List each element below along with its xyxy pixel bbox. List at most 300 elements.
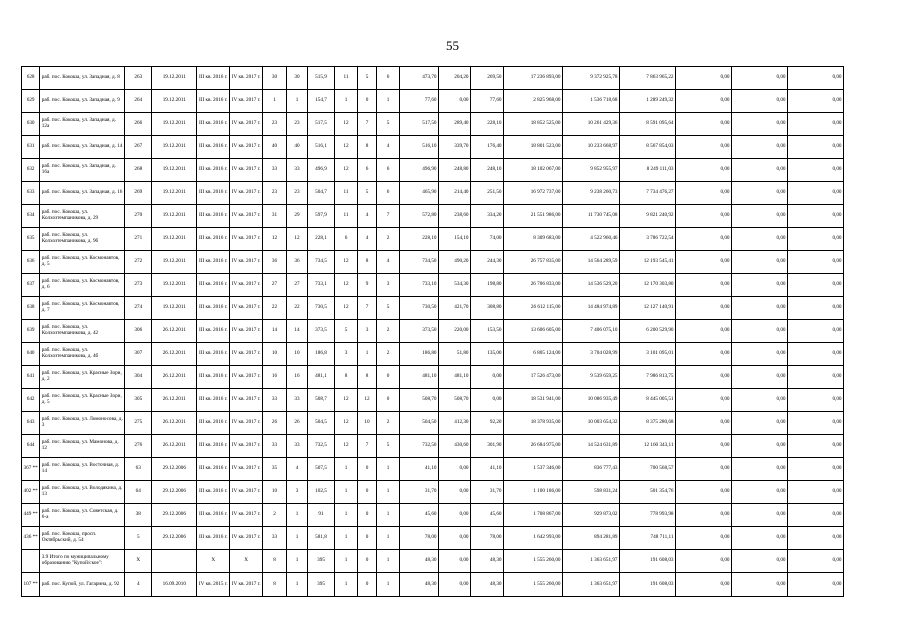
rooms-total-cell: 1 [335, 504, 358, 527]
rooms-municipal-cell: 2 [377, 228, 400, 251]
row-number-cell: 632 [22, 159, 40, 182]
total-cost-cell: 18 852 525,00 [504, 113, 563, 136]
cost-other-cell: 0,00 [788, 527, 844, 550]
area-resettled-cell: 473,70 [400, 67, 439, 90]
rooms-municipal-cell: 7 [377, 205, 400, 228]
planned-end-cell: IV кв. 2017 г. [230, 274, 263, 297]
cost-other-cell: 0,00 [788, 251, 844, 274]
row-number-cell: 640 [22, 343, 40, 366]
area-resettled-cell: 465,90 [400, 182, 439, 205]
cost-budget-cell: 6 200 529,90 [620, 320, 676, 343]
planned-end-cell: IV кв. 2017 г. [230, 481, 263, 504]
residents-count-cell: 2 [263, 504, 287, 527]
cost-budget-cell: 501 354,76 [620, 481, 676, 504]
planned-start-cell: III кв. 2016 г. [197, 297, 230, 320]
rooms-total-cell: 12 [335, 297, 358, 320]
total-cost-cell: 16 972 737,00 [504, 182, 563, 205]
registry-number-cell: 274 [125, 297, 152, 320]
area-resettled-cell: 516,10 [400, 136, 439, 159]
rooms-total-cell: 12 [335, 274, 358, 297]
row-number-cell: 634 [22, 205, 40, 228]
cost-local-cell: 0,00 [676, 228, 732, 251]
rooms-private-cell: 0 [358, 458, 377, 481]
rooms-private-cell: 4 [358, 205, 377, 228]
planned-start-cell: III кв. 2016 г. [197, 136, 230, 159]
table-row [22, 297, 844, 320]
address-cell: раб. пос. Кокоша, ул. Западная, д. 12а [40, 113, 125, 136]
planned-end-cell: IV кв. 2017 г. [230, 458, 263, 481]
recognition-date-cell: 19.12.2011 [152, 251, 197, 274]
planned-start-cell: X [197, 550, 230, 573]
planned-end-cell: IV кв. 2017 г. [230, 320, 263, 343]
row-number-cell: 637 [22, 274, 40, 297]
rooms-total-cell: 1 [335, 573, 358, 597]
resettled-count-cell: 33 [287, 389, 308, 412]
resettled-count-cell: 1 [287, 573, 308, 597]
rooms-municipal-cell: 5 [377, 297, 400, 320]
area-private-cell: 204,20 [439, 67, 471, 90]
planned-end-cell: IV кв. 2017 г. [230, 205, 263, 228]
area-private-cell: 0,00 [439, 527, 471, 550]
address-cell: раб. пос. Кокоша, ул. Колхозтемпаникова, д. 4б [40, 343, 125, 366]
resettled-count-cell: 23 [287, 113, 308, 136]
row-number-cell: 628 [22, 67, 40, 90]
table-row [22, 274, 844, 297]
cost-budget-cell: 3 786 722,54 [620, 228, 676, 251]
row-number-cell: 633 [22, 182, 40, 205]
area-municipal-cell: 74,00 [471, 228, 504, 251]
table-row [22, 67, 844, 90]
planned-start-cell: III кв. 2016 г. [197, 527, 230, 550]
registry-number-cell: 305 [125, 389, 152, 412]
cost-budget-cell: 12 193 545,41 [620, 251, 676, 274]
area-municipal-cell: 334,20 [471, 205, 504, 228]
recognition-date-cell: 19.12.2011 [152, 159, 197, 182]
area-resettled-cell: 45,60 [400, 504, 439, 527]
row-number-cell: 639 [22, 320, 40, 343]
cost-budget-cell: 8 445 005,51 [620, 389, 676, 412]
cost-local-cell: 0,00 [676, 366, 732, 389]
cost-other-cell: 0,00 [788, 136, 844, 159]
cost-fund-cell: 3 704 028,99 [563, 343, 620, 366]
cost-other-cell: 0,00 [788, 182, 844, 205]
planned-end-cell: IV кв. 2017 г. [230, 573, 263, 597]
area-municipal-cell: 48,30 [471, 573, 504, 597]
cost-extra-cell: 0,00 [732, 113, 788, 136]
cost-budget-cell: 12 170 303,80 [620, 274, 676, 297]
area-municipal-cell: 198,80 [471, 274, 504, 297]
cost-other-cell: 0,00 [788, 389, 844, 412]
table-row [22, 435, 844, 458]
area-private-cell: 0,00 [439, 573, 471, 597]
row-number-cell: 641 [22, 366, 40, 389]
total-cost-cell: 18 102 067,00 [504, 159, 563, 182]
area-private-cell: 0,00 [439, 481, 471, 504]
area-private-cell: 430,60 [439, 435, 471, 458]
cost-fund-cell: 7 406 075,10 [563, 320, 620, 343]
planned-start-cell: III кв. 2016 г. [197, 481, 230, 504]
planned-start-cell: III кв. 2016 г. [197, 366, 230, 389]
address-cell: раб. пос. Кокоша, ул. Западная, д. 8 [40, 67, 125, 90]
table-row [22, 182, 844, 205]
table-row [22, 113, 844, 136]
registry-number-cell: 306 [125, 320, 152, 343]
address-cell: раб. пос. Кокоша, ул. Западная, д. 9 [40, 90, 125, 113]
recognition-date-cell: 26.12.2011 [152, 320, 197, 343]
planned-end-cell: IV кв. 2017 г. [230, 159, 263, 182]
total-cost-cell: 13 606 605,00 [504, 320, 563, 343]
residents-count-cell: 12 [263, 228, 287, 251]
total-area-cell: 597,9 [308, 205, 335, 228]
planned-start-cell: III кв. 2016 г. [197, 458, 230, 481]
planned-end-cell: IV кв. 2017 г. [230, 527, 263, 550]
cost-other-cell: 0,00 [788, 320, 844, 343]
total-cost-cell: 1 555 260,00 [504, 550, 563, 573]
row-number-cell: 630 [22, 113, 40, 136]
total-area-cell: 154,7 [308, 90, 335, 113]
rooms-total-cell: 12 [335, 251, 358, 274]
cost-extra-cell: 0,00 [732, 67, 788, 90]
planned-start-cell: III кв. 2016 г. [197, 205, 230, 228]
area-resettled-cell: 77,60 [400, 90, 439, 113]
table-row [22, 481, 844, 504]
rooms-private-cell: 10 [358, 412, 377, 435]
area-private-cell: 154,10 [439, 228, 471, 251]
total-cost-cell: 18 531 941,00 [504, 389, 563, 412]
area-private-cell: 289,40 [439, 113, 471, 136]
recognition-date-cell: 19.12.2011 [152, 274, 197, 297]
cost-fund-cell: 9 852 955,97 [563, 159, 620, 182]
cost-budget-cell: 700 568,57 [620, 458, 676, 481]
rooms-total-cell: 11 [335, 205, 358, 228]
registry-number-cell: 268 [125, 159, 152, 182]
address-cell: раб. пос. Кокоша, ул. Космонавтов, д. 6 [40, 274, 125, 297]
rooms-total-cell: 12 [335, 159, 358, 182]
row-number-cell [22, 550, 40, 573]
cost-local-cell: 0,00 [676, 550, 732, 573]
row-number-cell: 402 ** [22, 481, 40, 504]
address-cell: раб. пос. Кокоша, ул. Восточная, д. 14 [40, 458, 125, 481]
cost-extra-cell: 0,00 [732, 527, 788, 550]
rooms-municipal-cell: 0 [377, 389, 400, 412]
area-private-cell: 0,00 [439, 550, 471, 573]
residents-count-cell: 33 [263, 159, 287, 182]
cost-other-cell: 0,00 [788, 297, 844, 320]
planned-start-cell: III кв. 2016 г. [197, 113, 230, 136]
cost-budget-cell: 191 608,03 [620, 573, 676, 597]
area-resettled-cell: 48,30 [400, 550, 439, 573]
rooms-total-cell: 8 [335, 366, 358, 389]
cost-budget-cell: 3 101 095,01 [620, 343, 676, 366]
address-cell: раб. пос. Кокоша, ул. Западная, д. 16 [40, 182, 125, 205]
residents-count-cell: 40 [263, 136, 287, 159]
total-area-cell: 186,8 [308, 343, 335, 366]
total-cost-cell: 17 526 473,00 [504, 366, 563, 389]
cost-fund-cell: 894 281,89 [563, 527, 620, 550]
cost-local-cell: 0,00 [676, 274, 732, 297]
cost-local-cell: 0,00 [676, 481, 732, 504]
total-cost-cell: 26 612 115,00 [504, 297, 563, 320]
cost-extra-cell: 0,00 [732, 205, 788, 228]
rooms-total-cell: 1 [335, 527, 358, 550]
cost-local-cell: 0,00 [676, 343, 732, 366]
residents-count-cell: 23 [263, 182, 287, 205]
cost-extra-cell: 0,00 [732, 481, 788, 504]
area-resettled-cell: 31,70 [400, 481, 439, 504]
registry-number-cell: 38 [125, 504, 152, 527]
rooms-private-cell: 7 [358, 113, 377, 136]
cost-fund-cell: 1 536 718,68 [563, 90, 620, 113]
residents-count-cell: 16 [263, 366, 287, 389]
cost-local-cell: 0,00 [676, 205, 732, 228]
rooms-private-cell: 0 [358, 504, 377, 527]
resettled-count-cell: 26 [287, 412, 308, 435]
area-resettled-cell: 517,50 [400, 113, 439, 136]
table-row [22, 389, 844, 412]
planned-end-cell: IV кв. 2017 г. [230, 504, 263, 527]
area-private-cell: 0,00 [439, 504, 471, 527]
cost-fund-cell: 14 524 631,89 [563, 435, 620, 458]
cost-local-cell: 0,00 [676, 251, 732, 274]
cost-other-cell: 0,00 [788, 550, 844, 573]
resettled-count-cell: 4 [287, 458, 308, 481]
rooms-total-cell: 1 [335, 458, 358, 481]
planned-end-cell: IV кв. 2017 г. [230, 412, 263, 435]
total-area-cell: 517,5 [308, 113, 335, 136]
resettled-count-cell: 23 [287, 182, 308, 205]
cost-other-cell: 0,00 [788, 90, 844, 113]
residents-count-cell: 35 [263, 458, 287, 481]
resettled-count-cell: 3 [287, 481, 308, 504]
registry-number-cell: 275 [125, 412, 152, 435]
planned-start-cell: III кв. 2016 г. [197, 504, 230, 527]
recognition-date-cell: 19.12.2011 [152, 113, 197, 136]
registry-number-cell: 63 [125, 458, 152, 481]
rooms-private-cell: 12 [358, 389, 377, 412]
total-cost-cell: 6 805 124,00 [504, 343, 563, 366]
registry-number-cell: 270 [125, 205, 152, 228]
area-resettled-cell: 78,00 [400, 527, 439, 550]
registry-number-cell: 272 [125, 251, 152, 274]
residents-count-cell: 31 [263, 205, 287, 228]
cost-budget-cell: 778 993,98 [620, 504, 676, 527]
cost-extra-cell: 0,00 [732, 412, 788, 435]
residents-count-cell: 14 [263, 320, 287, 343]
table-row [22, 90, 844, 113]
total-cost-cell: 1 537 346,00 [504, 458, 563, 481]
rooms-municipal-cell: 6 [377, 67, 400, 90]
planned-end-cell: IV кв. 2017 г. [230, 389, 263, 412]
cost-extra-cell: 0,00 [732, 366, 788, 389]
cost-extra-cell: 0,00 [732, 136, 788, 159]
recognition-date-cell: 19.12.2011 [152, 228, 197, 251]
registry-number-cell: 4 [125, 573, 152, 597]
cost-local-cell: 0,00 [676, 297, 732, 320]
rooms-total-cell: 1 [335, 481, 358, 504]
area-resettled-cell: 734,50 [400, 251, 439, 274]
resettled-count-cell: 40 [287, 136, 308, 159]
address-cell: раб. пос. Кокоша, ул. Советская, д. 6-а [40, 504, 125, 527]
rooms-municipal-cell: 2 [377, 412, 400, 435]
table-row [22, 251, 844, 274]
total-cost-cell: 26 684 975,00 [504, 435, 563, 458]
row-number-cell: 635 [22, 228, 40, 251]
residents-count-cell: 10 [263, 343, 287, 366]
recognition-date-cell: 26.12.2011 [152, 435, 197, 458]
area-resettled-cell: 48,30 [400, 573, 439, 597]
cost-other-cell: 0,00 [788, 228, 844, 251]
total-area-cell: 730,5 [308, 297, 335, 320]
registry-number-cell: 273 [125, 274, 152, 297]
rooms-total-cell: 1 [335, 90, 358, 113]
area-municipal-cell: 78,00 [471, 527, 504, 550]
planned-end-cell: IV кв. 2017 г. [230, 343, 263, 366]
row-number-cell: 638 [22, 297, 40, 320]
resettled-count-cell: 1 [287, 504, 308, 527]
address-cell: раб. пос. Кокоша, ул. Володякина, д. 13 [40, 481, 125, 504]
total-cost-cell: 26 757 835,00 [504, 251, 563, 274]
planned-end-cell: IV кв. 2017 г. [230, 297, 263, 320]
cost-local-cell: 0,00 [676, 113, 732, 136]
total-area-cell: 228,1 [308, 228, 335, 251]
cost-budget-cell: 7 734 476,27 [620, 182, 676, 205]
area-resettled-cell: 733,10 [400, 274, 439, 297]
planned-end-cell: IV кв. 2017 г. [230, 113, 263, 136]
cost-local-cell: 0,00 [676, 90, 732, 113]
rooms-municipal-cell: 2 [377, 320, 400, 343]
area-municipal-cell: 48,30 [471, 550, 504, 573]
registry-number-cell: 263 [125, 67, 152, 90]
cost-fund-cell: 4 522 960,46 [563, 228, 620, 251]
registry-number-cell: 271 [125, 228, 152, 251]
rooms-municipal-cell: 1 [377, 527, 400, 550]
table-row [22, 504, 844, 527]
area-private-cell: 508,70 [439, 389, 471, 412]
total-cost-cell: 1 708 867,00 [504, 504, 563, 527]
residents-count-cell: 23 [263, 113, 287, 136]
total-area-cell: 734,5 [308, 251, 335, 274]
resettled-count-cell: 29 [287, 205, 308, 228]
table-row [22, 458, 844, 481]
rooms-total-cell: 5 [335, 320, 358, 343]
recognition-date-cell: 26.12.2011 [152, 389, 197, 412]
rooms-private-cell: 4 [358, 228, 377, 251]
table-row [22, 366, 844, 389]
planned-start-cell: IV кв. 2015 г. [197, 573, 230, 597]
registry-number-cell: X [125, 550, 152, 573]
row-number-cell: 367 ** [22, 458, 40, 481]
row-number-cell: 629 [22, 90, 40, 113]
cost-fund-cell: 14 484 974,89 [563, 297, 620, 320]
resettled-count-cell: 1 [287, 527, 308, 550]
planned-start-cell: III кв. 2016 г. [197, 159, 230, 182]
planned-start-cell: III кв. 2016 г. [197, 343, 230, 366]
rooms-municipal-cell: 1 [377, 481, 400, 504]
cost-other-cell: 0,00 [788, 274, 844, 297]
residents-count-cell: 1 [263, 90, 287, 113]
cost-extra-cell: 0,00 [732, 251, 788, 274]
rooms-municipal-cell: 6 [377, 182, 400, 205]
table-row [22, 550, 844, 573]
registry-number-cell: 5 [125, 527, 152, 550]
residents-count-cell: 33 [263, 435, 287, 458]
recognition-date-cell: 29.12.2006 [152, 458, 197, 481]
area-private-cell: 0,00 [439, 90, 471, 113]
recognition-date-cell [152, 550, 197, 573]
area-municipal-cell: 0,00 [471, 389, 504, 412]
resettled-count-cell: 12 [287, 228, 308, 251]
total-cost-cell: 8 309 683,00 [504, 228, 563, 251]
rooms-total-cell: 6 [335, 228, 358, 251]
cost-fund-cell: 10 086 935,49 [563, 389, 620, 412]
cost-extra-cell: 0,00 [732, 90, 788, 113]
cost-budget-cell: 12 127 140,91 [620, 297, 676, 320]
recognition-date-cell: 26.12.2011 [152, 366, 197, 389]
resettled-count-cell: 1 [287, 90, 308, 113]
cost-budget-cell: 12 160 343,11 [620, 435, 676, 458]
cost-fund-cell: 836 777,43 [563, 458, 620, 481]
rooms-municipal-cell: 4 [377, 251, 400, 274]
cost-local-cell: 0,00 [676, 159, 732, 182]
area-municipal-cell: 244,30 [471, 251, 504, 274]
address-cell: раб. пос. Кокоша, ул. Космонавтов, д. 5 [40, 251, 125, 274]
rooms-municipal-cell: 1 [377, 550, 400, 573]
rooms-private-cell: 7 [358, 297, 377, 320]
planned-start-cell: III кв. 2016 г. [197, 228, 230, 251]
cost-other-cell: 0,00 [788, 159, 844, 182]
cost-budget-cell: 7 986 813,75 [620, 366, 676, 389]
residents-count-cell: 26 [263, 412, 287, 435]
cost-extra-cell: 0,00 [732, 504, 788, 527]
rooms-municipal-cell: 3 [377, 274, 400, 297]
planned-end-cell: IV кв. 2017 г. [230, 435, 263, 458]
planned-start-cell: III кв. 2016 г. [197, 412, 230, 435]
rooms-private-cell: 1 [358, 343, 377, 366]
total-area-cell: 507,5 [308, 458, 335, 481]
area-municipal-cell: 0,00 [471, 366, 504, 389]
rooms-total-cell: 12 [335, 412, 358, 435]
row-number-cell: 107 ** [22, 573, 40, 597]
row-number-cell: 642 [22, 389, 40, 412]
address-cell: раб. пос. Кокоша, ул. Ломоносова, д. 3 [40, 412, 125, 435]
cost-budget-cell: 8 249 111,03 [620, 159, 676, 182]
cost-local-cell: 0,00 [676, 573, 732, 597]
total-cost-cell: 26 706 833,00 [504, 274, 563, 297]
total-cost-cell: 17 236 893,00 [504, 67, 563, 90]
area-private-cell: 421,70 [439, 297, 471, 320]
area-private-cell: 220,00 [439, 320, 471, 343]
rooms-private-cell: 8 [358, 136, 377, 159]
resettled-count-cell: 30 [287, 67, 308, 90]
area-municipal-cell: 41,10 [471, 458, 504, 481]
row-number-cell: 636 [22, 251, 40, 274]
rooms-municipal-cell: 0 [377, 366, 400, 389]
residents-count-cell: 30 [263, 67, 287, 90]
address-cell: раб. пос. Кокоша, ул. Космонавтов, д. 7 [40, 297, 125, 320]
cost-budget-cell: 9 821 240,92 [620, 205, 676, 228]
area-municipal-cell: 31,70 [471, 481, 504, 504]
planned-end-cell: IV кв. 2017 г. [230, 136, 263, 159]
recognition-date-cell: 29.12.2006 [152, 481, 197, 504]
cost-fund-cell: 14 564 289,59 [563, 251, 620, 274]
cost-other-cell: 0,00 [788, 504, 844, 527]
cost-fund-cell: 10 233 668,97 [563, 136, 620, 159]
total-cost-cell: 1 642 993,00 [504, 527, 563, 550]
cost-local-cell: 0,00 [676, 389, 732, 412]
area-resettled-cell: 481,10 [400, 366, 439, 389]
registry-number-cell: 307 [125, 343, 152, 366]
address-cell: раб. пос. Кокоша, ул. Западная, д. 14 [40, 136, 125, 159]
